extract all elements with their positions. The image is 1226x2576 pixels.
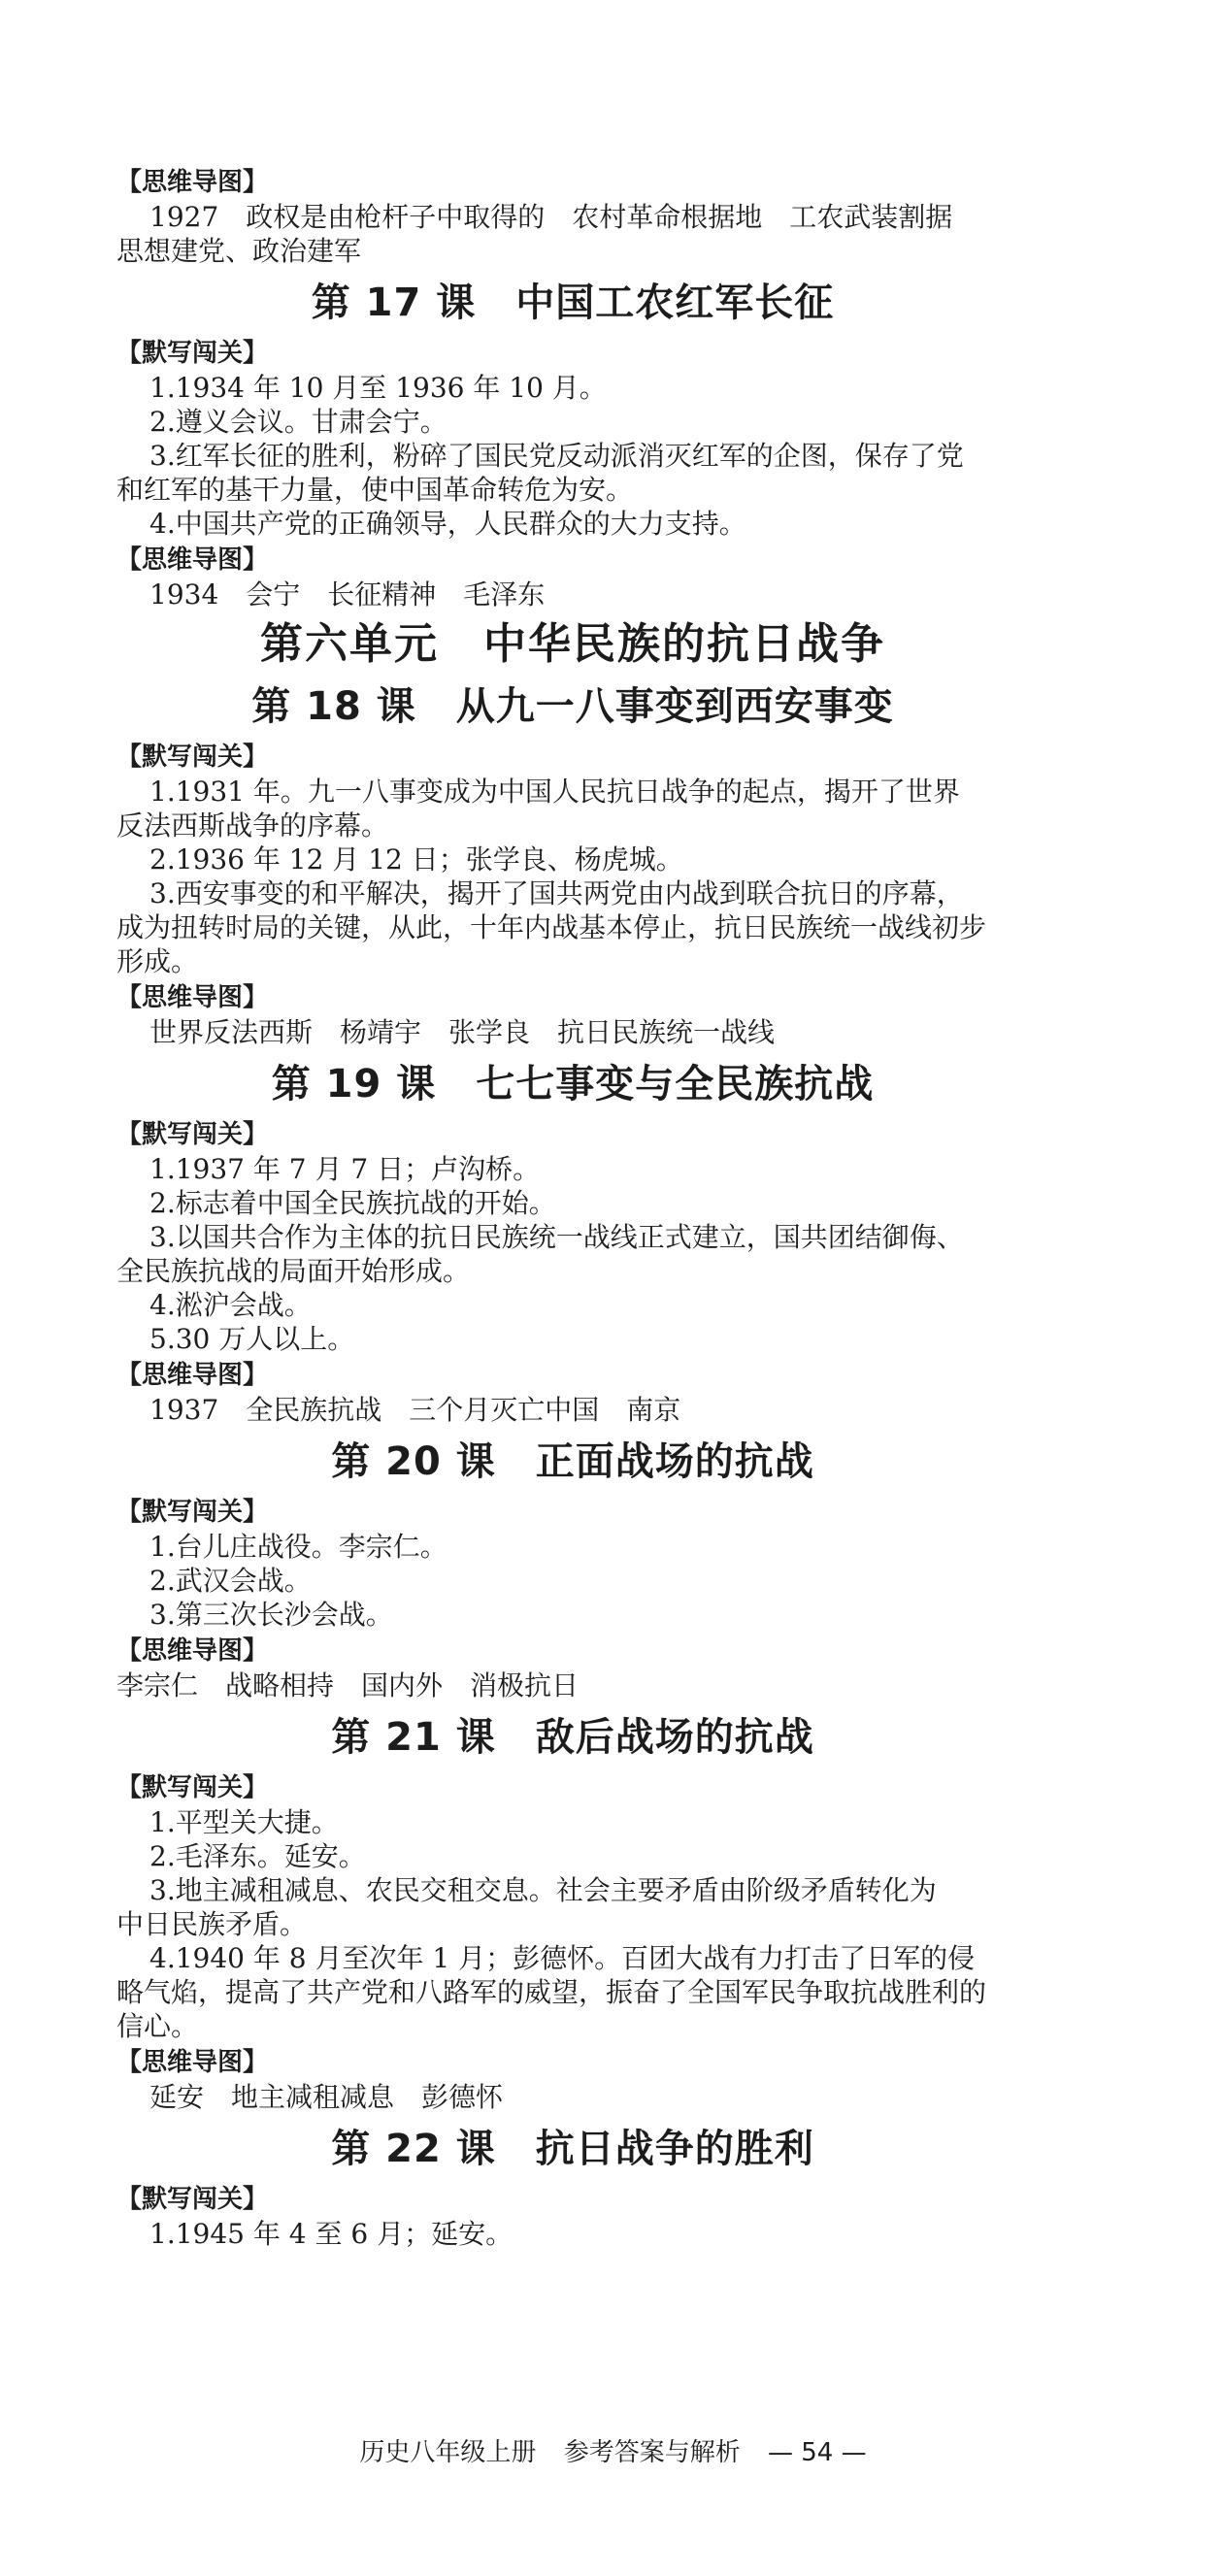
answer-line: 3.地主减租减息、农民交租交息。社会主要矛盾由阶级矛盾转化为 bbox=[149, 1874, 937, 1906]
mindmap-line: 1934 会宁 长征精神 毛泽东 bbox=[149, 578, 546, 611]
footer-book: 历史八年级上册 bbox=[359, 2438, 537, 2467]
mindmap-line: 思想建党、政治建军 bbox=[116, 235, 362, 267]
dictation-label: 【默写闯关】 bbox=[116, 1773, 269, 1802]
mindmap-line: 1937 全民族抗战 三个月灭亡中国 南京 bbox=[149, 1394, 681, 1426]
answer-line: 中日民族矛盾。 bbox=[116, 1908, 308, 1940]
answer-line: 3.以国共合作为主体的抗日民族统一战线正式建立，国共团结御侮、 bbox=[149, 1221, 964, 1253]
lesson-20-title: 第 20 课 正面战场的抗战 bbox=[331, 1439, 814, 1484]
mindmap-line: 李宗仁 战略相持 国内外 消极抗日 bbox=[116, 1669, 580, 1701]
answer-line: 成为扭转时局的关键，从此，十年内战基本停止，抗日民族统一战线初步 bbox=[116, 911, 987, 943]
page-number: — 54 — bbox=[767, 2438, 867, 2467]
answer-line: 3.西安事变的和平解决，揭开了国共两党由内战到联合抗日的序幕， bbox=[149, 877, 964, 909]
answer-line: 3.红军长征的胜利，粉碎了国民党反动派消灭红军的企图，保存了党 bbox=[149, 440, 964, 472]
dictation-label: 【默写闯关】 bbox=[116, 1498, 269, 1527]
mindmap-label: 【思维导图】 bbox=[116, 1636, 269, 1666]
answer-line: 2.毛泽东。延安。 bbox=[149, 1840, 366, 1872]
mindmap-label: 【思维导图】 bbox=[116, 1361, 269, 1390]
answer-line: 1.平型关大捷。 bbox=[149, 1806, 339, 1838]
dictation-label: 【默写闯关】 bbox=[116, 2185, 269, 2214]
lesson-19-title: 第 19 课 七七事变与全民族抗战 bbox=[271, 1062, 875, 1106]
dictation-label: 【默写闯关】 bbox=[116, 743, 269, 772]
answer-line: 1.1937 年 7 月 7 日；卢沟桥。 bbox=[149, 1153, 541, 1185]
lesson-22-title: 第 22 课 抗日战争的胜利 bbox=[331, 2127, 814, 2171]
answer-line: 形成。 bbox=[116, 945, 199, 977]
page-footer bbox=[0, 2432, 1226, 2468]
mindmap-line: 1927 政权是由枪杆子中取得的 农村革命根据地 工农武装割据 bbox=[149, 201, 953, 233]
answer-line: 4.1940 年 8 月至次年 1 月；彭德怀。百团大战有力打击了日军的侵 bbox=[149, 1942, 976, 1974]
answer-line: 1.1945 年 4 至 6 月；延安。 bbox=[149, 2218, 514, 2250]
lesson-17-title: 第 17 课 中国工农红军长征 bbox=[311, 281, 835, 325]
answer-line: 4.淞沪会战。 bbox=[149, 1289, 312, 1321]
lesson-18-title: 第 18 课 从九一八事变到西安事变 bbox=[251, 684, 894, 729]
answer-line: 3.第三次长沙会战。 bbox=[149, 1599, 393, 1631]
footer-section: 参考答案与解析 bbox=[563, 2438, 741, 2467]
answer-line: 2.武汉会战。 bbox=[149, 1565, 312, 1597]
mindmap-label: 【思维导图】 bbox=[116, 168, 269, 197]
mindmap-line: 世界反法西斯 杨靖宇 张学良 抗日民族统一战线 bbox=[149, 1016, 776, 1048]
lesson-21-title: 第 21 课 敌后战场的抗战 bbox=[331, 1715, 814, 1760]
answer-line: 4.中国共产党的正确领导，人民群众的大力支持。 bbox=[149, 508, 746, 540]
answer-line: 5.30 万人以上。 bbox=[149, 1323, 355, 1355]
answer-line: 2.1936 年 12 月 12 日；张学良、杨虎城。 bbox=[149, 843, 683, 875]
answer-line: 1.1931 年。九一八事变成为中国人民抗日战争的起点，揭开了世界 bbox=[149, 776, 960, 808]
answer-line: 2.标志着中国全民族抗战的开始。 bbox=[149, 1187, 556, 1219]
answer-line: 1.台儿庄战役。李宗仁。 bbox=[149, 1531, 447, 1563]
dictation-label: 【默写闯关】 bbox=[116, 1120, 269, 1149]
unit-6-title: 第六单元 中华民族的抗日战争 bbox=[260, 619, 885, 669]
answer-line: 略气焰，提高了共产党和八路军的威望，振奋了全国军民争取抗战胜利的 bbox=[116, 1976, 987, 2008]
answer-line: 信心。 bbox=[116, 2010, 199, 2042]
page-content bbox=[116, 163, 1029, 2251]
answer-line: 反法西斯战争的序幕。 bbox=[116, 809, 389, 842]
dictation-label: 【默写闯关】 bbox=[116, 339, 269, 368]
answer-line: 和红军的基干力量，使中国革命转危为安。 bbox=[116, 474, 634, 506]
mindmap-label: 【思维导图】 bbox=[116, 545, 269, 575]
mindmap-label: 【思维导图】 bbox=[116, 983, 269, 1012]
answer-line: 1.1934 年 10 月至 1936 年 10 月。 bbox=[149, 372, 607, 404]
mindmap-label: 【思维导图】 bbox=[116, 2048, 269, 2077]
answer-line: 全民族抗战的局面开始形成。 bbox=[116, 1255, 471, 1287]
answer-line: 2.遵义会议。甘肃会宁。 bbox=[149, 406, 447, 438]
mindmap-line: 延安 地主减租减息 彭德怀 bbox=[149, 2081, 504, 2113]
